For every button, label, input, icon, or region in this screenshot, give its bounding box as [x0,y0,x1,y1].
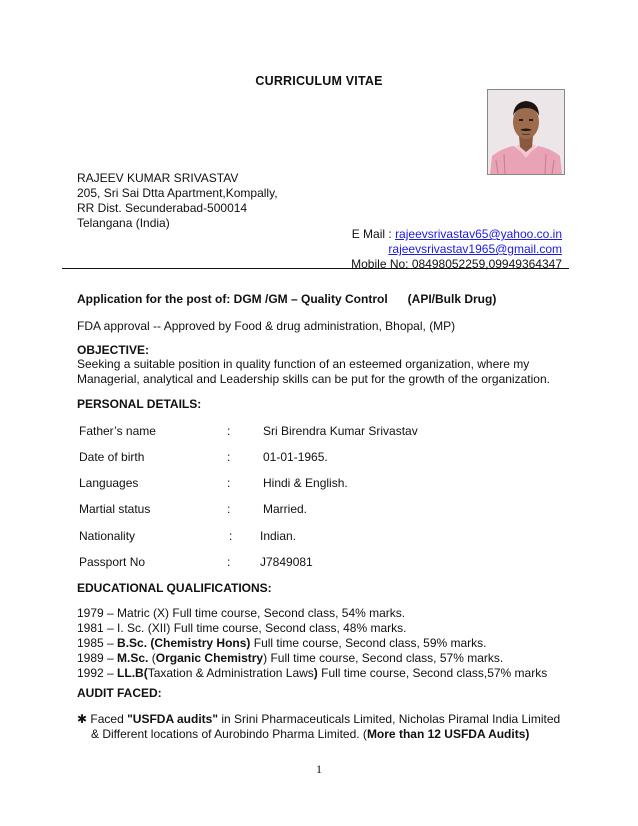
mobile-number: Mobile No: 08498052259,09949364347 [351,257,562,271]
education-item: 1992 – LL.B(Taxation & Administration Laws) Full time course, Second class,57% marks [77,666,548,680]
education-heading: EDUCATIONAL QUALIFICATIONS: [77,581,272,595]
audit-item: ✱ Faced "USFDA audits" in Srini Pharmaceuticals Limited, Nicholas Piramal India Limited & Different locations of Aurobindo Pharma Limited. (More than 12 USFDA Audits) [77,712,561,741]
bullet-icon: ✱ [77,712,88,726]
personal-colon: : [227,555,231,569]
objective-text [77,357,550,387]
personal-row [77,424,557,440]
personal-row [77,476,557,492]
profile-photo [487,89,565,175]
personal-label: Martial status [79,502,151,516]
objective-line: Seeking a suitable position in quality function of an esteemed organization, where my [77,357,530,371]
education-item: 1981 – I. Sc. (XII) Full time course, Second class, 48% marks. [77,621,407,635]
application-category: (API/Bulk Drug) [407,292,497,306]
personal-value: 01-01-1965. [263,450,328,464]
personal-label: Father’s name [79,424,156,438]
education-item: 1979 – Matric (X) Full time course, Second class, 54% marks. [77,606,406,620]
personal-value: Indian. [260,529,297,543]
email-link-gmail[interactable]: rajeevsrivastav1965@gmail.com [388,242,562,256]
candidate-name: RAJEEV KUMAR SRIVASTAV [77,171,239,185]
personal-row [77,529,557,545]
address-line: RR Dist. Secunderabad-500014 [77,201,248,215]
contact-block [351,227,562,272]
personal-colon: : [227,502,231,516]
personal-label: Passport No [79,555,146,569]
personal-colon: : [227,476,231,490]
education-item: 1985 – B.Sc. (Chemistry Hons) Full time course, Second class, 59% marks. [77,636,487,650]
objective-line: Managerial, analytical and Leadership skills can be put for the growth of the organization. [77,372,550,386]
audit-heading: AUDIT FACED: [77,686,162,700]
personal-row [77,502,557,518]
email-label: E Mail : [351,227,396,241]
education-item: 1989 – M.Sc. (Organic Chemistry) Full time course, Second class, 57% marks. [77,651,504,665]
personal-value: Sri Birendra Kumar Srivastav [263,424,418,438]
personal-label: Languages [79,476,139,490]
header-divider [62,268,569,269]
address-line: Telangana (India) [77,216,170,230]
personal-colon: : [227,424,231,438]
address-line: 205, Sri Sai Dtta Apartment,Kompally, [77,186,278,200]
personal-value: Married. [263,502,308,516]
personal-row [77,555,557,571]
personal-colon: : [229,529,233,543]
personal-value: Hindi & English. [263,476,348,490]
document-title: CURRICULUM VITAE [255,74,383,88]
address-block [77,171,278,231]
objective-heading: OBJECTIVE: [77,343,150,357]
personal-label: Date of birth [79,450,145,464]
personal-label: Nationality [79,529,136,543]
personal-row [77,450,557,466]
fda-approval: FDA approval -- Approved by Food & drug administration, Bhopal, (MP) [77,319,456,333]
education-list [77,606,547,681]
page-number: 1 [316,762,322,776]
personal-colon: : [227,450,231,464]
portrait-image [488,90,564,174]
application-post: Application for the post of: DGM /GM – Quality Control [77,292,388,306]
personal-value: J7849081 [260,555,313,569]
personal-details-heading: PERSONAL DETAILS: [77,397,202,411]
application-line [77,292,496,306]
email-link-yahoo[interactable]: rajeevsrivastav65@yahoo.co.in [395,227,562,241]
